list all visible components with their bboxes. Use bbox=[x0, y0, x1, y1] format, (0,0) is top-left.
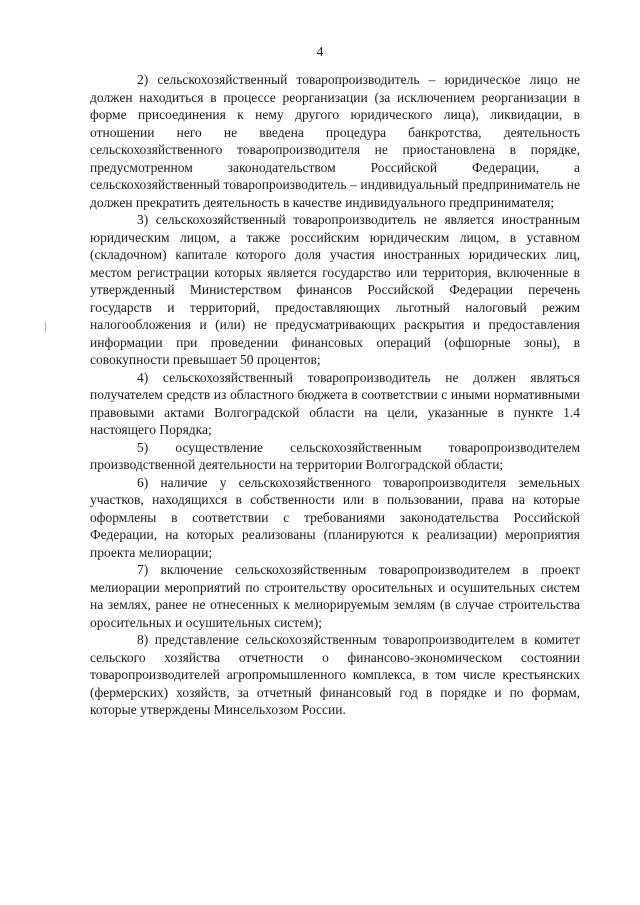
paragraph-item-4: 4) сельскохозяйственный товаропроизводитель не должен являться получателем средств из областного бюджета в соответствии с иными нормативными правовыми актами Волгоградской области на цели, указанные в пункте 1.4 настоящего Порядка; bbox=[90, 369, 580, 437]
paragraph-item-8: 8) представление сельскохозяйственным товаропроизводителем в комитет сельского хозяйства отчетности о финансово-экономическом состоянии товаропроизводителей агропромышленного комплекса, в том числе крестьянских (фермерских) хозяйств, за отчетный финансовый год в порядке и по формам, которые утверждены Минсельхозом России. bbox=[90, 632, 580, 717]
paragraph-item-6: 6) наличие у сельскохозяйственного товаропроизводителя земельных участков, находящихся в собственности или в пользовании, права на которые оформлены в соответствии с требованиями законодательства Российской Федерации, на которых реализованы (планируются к реализации) мероприятия проекта мелиорации; bbox=[90, 474, 580, 560]
document-body bbox=[90, 71, 580, 719]
paragraph-item-3: 3) сельскохозяйственный товаропроизводитель не является иностранным юридическим лицом, а также российским юридическим лицом, в уставном (складочном) капитале которого доля участия иностранных юридических лиц, местом регистрации которых является государство или территория, включенные в утвержденный Министерством финансов Российской Федерации перечень государств и территорий, предоставляющих льготный налоговый режим налогообложения и (или) не предусматривающих раскрытия и предоставления информации при проведении финансовых операций (офшорные зоны), в совокупности превышает 50 процентов; bbox=[90, 212, 580, 367]
paragraph-item-7: 7) включение сельскохозяйственным товаропроизводителем в проект мелиорации мероприятий по строительству оросительных и осушительных систем на землях, ранее не отнесенных к мелиорируемым землям (в случае строительства оросительных и осушительных систем); bbox=[90, 562, 580, 630]
paragraph-item-2: 2) сельскохозяйственный товаропроизводитель – юридическое лицо не должен находиться в процессе реорганизации (за исключением реорганизации в форме присоединения к нему другого юридического лица), ликвидации, в отношении него не введена процедура банкротства, деятельность сельскохозяйственного товаропроизводителя не приостановлена в порядке, предусмотренном законодательством Российской Федерации, а сельскохозяйственный товаропроизводитель – индивидуальный предприниматель не должен прекратить деятельность в качестве индивидуального предпринимателя; bbox=[90, 72, 580, 210]
page-number: 4 bbox=[316, 44, 324, 59]
paragraph-item-5: 5) осуществление сельскохозяйственным товаропроизводителем производственной деятельности на территории Волгоградской области; bbox=[90, 439, 580, 472]
margin-mark bbox=[45, 322, 46, 332]
